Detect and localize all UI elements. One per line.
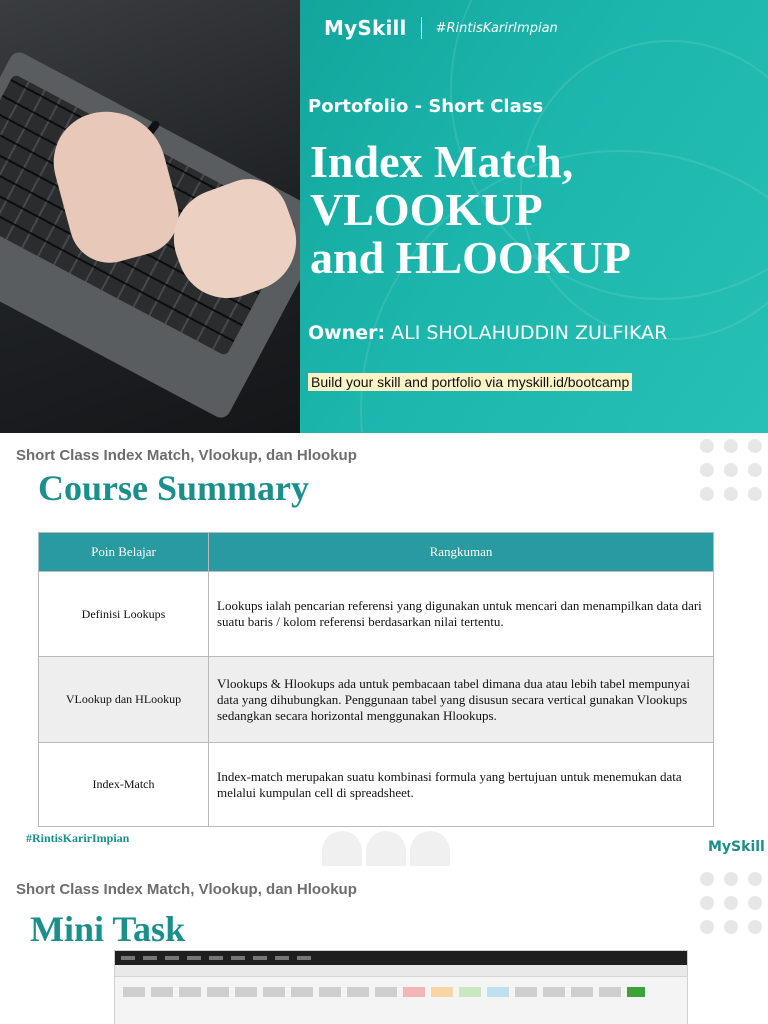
summary-table bbox=[38, 532, 714, 827]
dot-grid-decoration bbox=[700, 439, 762, 501]
owner-label: Owner: bbox=[308, 322, 386, 344]
table-cell-topic: VLookup dan HLookup bbox=[39, 657, 209, 743]
cover-slide bbox=[0, 0, 768, 433]
dot-grid-decoration bbox=[700, 872, 762, 934]
owner-line bbox=[308, 322, 667, 344]
spreadsheet-screenshot bbox=[114, 950, 688, 1024]
table-header-row bbox=[39, 533, 714, 572]
table-row bbox=[39, 657, 714, 743]
bootcamp-cta: Build your skill and portfolio via myskill.id/bootcamp bbox=[308, 373, 632, 391]
cover-title-line: Index Match, bbox=[310, 136, 574, 187]
table-row bbox=[39, 743, 714, 827]
cover-title-line: VLOOKUP bbox=[310, 184, 543, 235]
course-summary-slide bbox=[0, 433, 768, 866]
cover-title bbox=[310, 138, 750, 282]
cover-title-line: and HLOOKUP bbox=[310, 232, 631, 283]
cover-eyebrow: Portofolio - Short Class bbox=[308, 96, 544, 117]
table-row bbox=[39, 572, 714, 657]
myskill-footer-logo: MySkill bbox=[708, 839, 765, 855]
myskill-logo: MySkill bbox=[324, 16, 407, 40]
column-header: Rangkuman bbox=[209, 533, 714, 572]
table-cell-summary: Lookups ialah pencarian referensi yang digunakan untuk mencari dan menampilkan data dari suatu baris / kolom referensi berdasarkan nilai tertentu. bbox=[209, 572, 714, 657]
slide-subhead: Short Class Index Match, Vlookup, dan Hlookup bbox=[16, 447, 357, 464]
slide-title: Mini Task bbox=[30, 909, 186, 949]
slide-subhead: Short Class Index Match, Vlookup, dan Hlookup bbox=[16, 881, 357, 898]
column-header: Poin Belajar bbox=[39, 533, 209, 572]
table-cell-topic: Definisi Lookups bbox=[39, 572, 209, 657]
mini-task-slide bbox=[0, 866, 768, 1024]
brand-divider bbox=[421, 17, 422, 39]
owner-name: ALI SHOLAHUDDIN ZULFIKAR bbox=[385, 322, 668, 344]
brand-header bbox=[324, 16, 558, 40]
slide-title: Course Summary bbox=[38, 468, 309, 508]
laptop-photo bbox=[0, 0, 300, 433]
hashtag-footer: #RintisKarirImpian bbox=[26, 831, 130, 845]
brand-tagline: #RintisKarirImpian bbox=[435, 20, 558, 36]
table-cell-topic: Index-Match bbox=[39, 743, 209, 827]
table-cell-summary: Index-match merupakan suatu kombinasi formula yang bertujuan untuk menemukan data melalui kumpulan cell di spreadsheet. bbox=[209, 743, 714, 827]
arch-decoration bbox=[322, 831, 450, 866]
table-cell-summary: Vlookups & Hlookups ada untuk pembacaan tabel dimana dua atau lebih tabel mempunyai data yang dihubungkan. Penggunaan tabel yang disusun secara vertical gunakan Vlookups sedangkan secara horizontal menggunakan Hlookups. bbox=[209, 657, 714, 743]
